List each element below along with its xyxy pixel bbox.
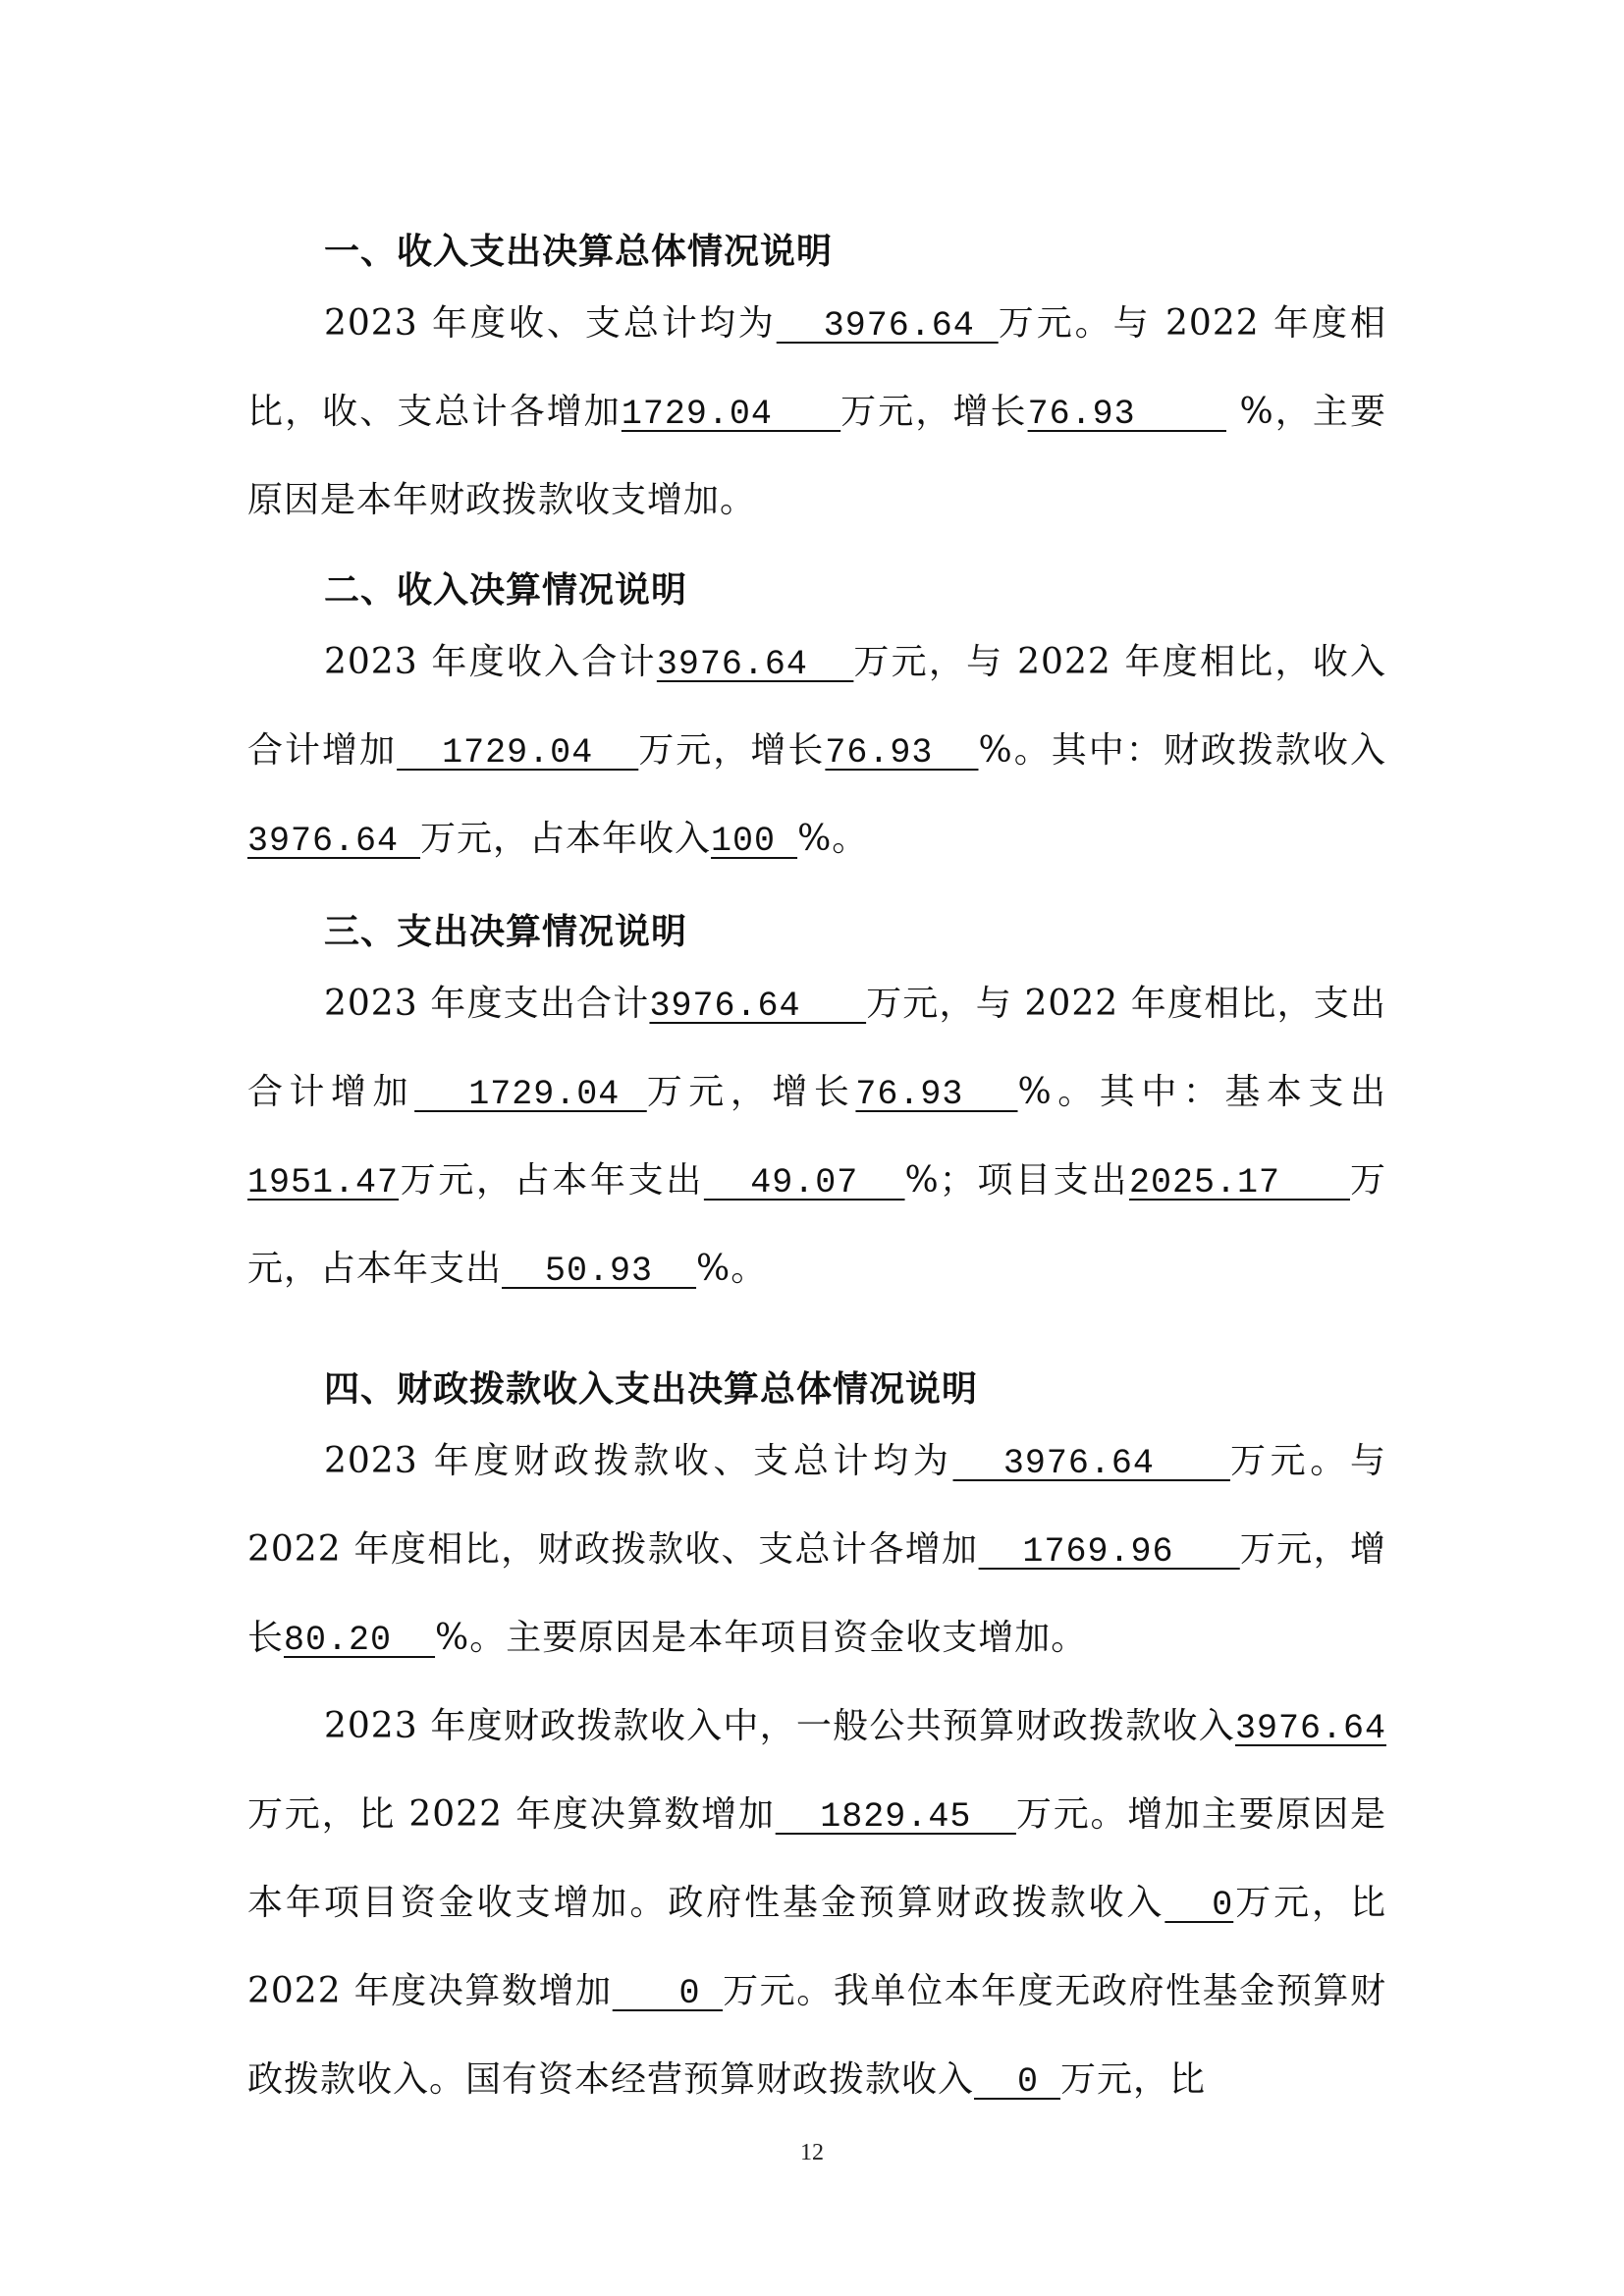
text-run: 万元，与 2022 年度相比，收入合计增加 — [247, 642, 1386, 771]
text-run: 万元，占本年收入 — [420, 819, 712, 859]
text-run: %。其中：基本支出 — [1017, 1072, 1386, 1112]
text-run: 万元，与 2022 年度相比，支出合计增加 — [247, 984, 1386, 1112]
text-run: 万元。我单位本年度无政府性基金预算财政拨款收入。国有资本经营预算财政拨款收入 — [247, 1971, 1386, 2100]
filled-value: 3976.64 — [776, 306, 999, 346]
filled-value: 2025.17 — [1129, 1163, 1350, 1202]
section-2 — [247, 562, 1386, 884]
text-run: 2023 年度财政拨款收、支总计均为 — [324, 1441, 953, 1481]
section-4 — [247, 1362, 1386, 2125]
text-run: %；项目支出 — [904, 1160, 1129, 1201]
text-run: 万元，占本年支出 — [247, 1160, 1386, 1289]
filled-value: 76.93 — [1027, 395, 1226, 434]
text-run: 2023 年度收入合计 — [324, 642, 657, 682]
text-run: 万元，增长 — [638, 730, 826, 771]
section-heading: 三、支出决算情况说明 — [324, 912, 688, 952]
text-run: 万元，占本年支出 — [399, 1160, 704, 1201]
filled-value: 76.93 — [855, 1075, 1018, 1114]
filled-value: 0 — [612, 1974, 724, 2013]
section-heading: 一、收入支出决算总体情况说明 — [324, 232, 834, 272]
filled-value: 1729.04 — [397, 733, 639, 773]
filled-value: 50.93 — [502, 1252, 697, 1291]
body-paragraph — [247, 619, 1386, 884]
text-run: 2023 年度支出合计 — [324, 984, 650, 1024]
text-run: 万元，增长 — [646, 1072, 856, 1112]
filled-value: 100 — [711, 822, 798, 861]
filled-value: 3976.64 — [656, 645, 854, 684]
body-paragraph — [247, 1418, 1386, 1683]
body-paragraph — [247, 281, 1386, 543]
filled-value: 1729.04 — [414, 1075, 647, 1114]
text-run: %。 — [696, 1249, 768, 1289]
text-run: 万元，比 — [1060, 2059, 1207, 2100]
filled-value: 80.20 — [284, 1621, 436, 1660]
filled-value: 1769.96 — [978, 1532, 1240, 1572]
document-body — [247, 224, 1386, 2125]
text-run: 万元，增长 — [247, 1529, 1386, 1658]
text-run: 2023 年度财政拨款收入中，一般公共预算财政拨款收入 — [324, 1706, 1235, 1746]
section-3 — [247, 904, 1386, 1314]
text-run: %。其中：财政拨款收入 — [978, 730, 1386, 771]
filled-value: 1729.04 — [621, 395, 841, 434]
section-heading: 四、财政拨款收入支出决算总体情况说明 — [324, 1369, 979, 1410]
text-run: 2023 年度收、支总计均为 — [324, 303, 777, 344]
filled-value: 1829.45 — [775, 1797, 1016, 1837]
section-spacer — [247, 1314, 1386, 1362]
text-run: 万元。与 2022 年度相比，财政拨款收、支总计各增加 — [247, 1441, 1386, 1570]
filled-value: 0 — [1164, 1886, 1234, 1925]
filled-value: 49.07 — [703, 1163, 905, 1202]
filled-value: 3976.64 — [952, 1444, 1230, 1483]
text-run: 万元，比 2022 年度决算数增加 — [247, 1883, 1386, 2011]
section-spacer — [247, 543, 1386, 562]
text-run: 万元，比 2022 年度决算数增加 — [247, 1794, 776, 1835]
page-number: 12 — [800, 2140, 824, 2165]
body-paragraph — [247, 961, 1386, 1314]
section-spacer — [247, 884, 1386, 904]
filled-value: 0 — [974, 2062, 1061, 2102]
text-run: %。主要原因是本年项目资金收支增加。 — [435, 1618, 1088, 1658]
text-run: %。 — [797, 819, 869, 859]
text-run: %，主要原因是本年财政拨款收支增加。 — [247, 392, 1386, 520]
filled-value: 76.93 — [825, 733, 979, 773]
section-1 — [247, 224, 1386, 543]
filled-value: 3976.64 — [247, 822, 421, 861]
filled-value: 3976.64 — [649, 987, 867, 1026]
section-heading: 二、收入决算情况说明 — [324, 570, 688, 611]
body-paragraph — [247, 1683, 1386, 2125]
text-run: 万元。增加主要原因是本年项目资金收支增加。政府性基金预算财政拨款收入 — [247, 1794, 1386, 1923]
text-run: 万元，增长 — [840, 392, 1028, 432]
filled-value: 3976.64 — [1234, 1709, 1386, 1748]
filled-value: 1951.47 — [247, 1163, 400, 1202]
text-run: 万元。与 2022 年度相比，收、支总计各增加 — [247, 303, 1386, 432]
